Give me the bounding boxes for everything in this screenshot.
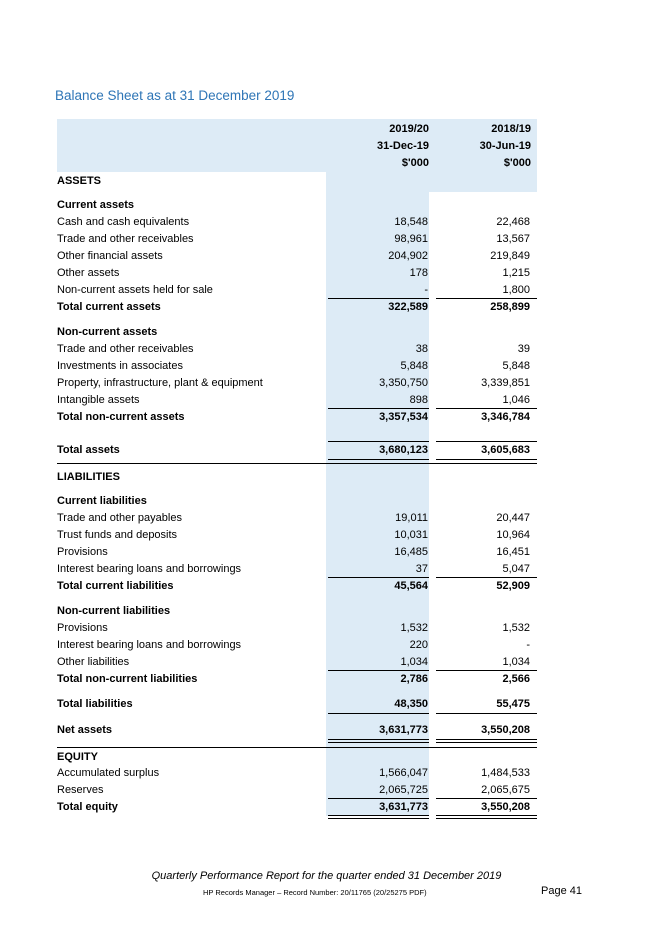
table-row — [57, 248, 537, 264]
row-label: Reserves — [57, 784, 104, 796]
table-row — [57, 341, 537, 357]
total-equity-double-rule-2-col2 — [436, 818, 537, 819]
table-row — [57, 637, 537, 653]
table-row — [57, 654, 537, 670]
row-value-col1: 220 — [409, 639, 428, 651]
row-value-col1: 3,350,750 — [379, 377, 428, 389]
section-label: ASSETS — [57, 175, 102, 187]
header-shading — [57, 119, 537, 172]
report-footer: Quarterly Performance Report for the quarter ended 31 December 2019 — [151, 870, 502, 882]
row-value-col1: 98,961 — [394, 233, 428, 245]
row-value-col1: 19,011 — [395, 512, 428, 524]
row-value-col1: 16,485 — [394, 546, 428, 558]
row-value-col2: 39 — [517, 343, 530, 355]
section-divider — [57, 747, 537, 748]
heading-label: Current liabilities — [57, 495, 147, 507]
row-value-col1: 10,031 — [394, 529, 428, 541]
row-value-col2: 1,215 — [502, 267, 530, 279]
row-label: Property, infrastructure, plant & equipment — [57, 377, 263, 389]
section-label: LIABILITIES — [57, 471, 120, 483]
row-value-col1: 1,532 — [400, 622, 428, 634]
total-row — [57, 578, 537, 594]
row-label: Net assets — [57, 724, 113, 736]
row-value-col1: 38 — [415, 343, 428, 355]
row-value-col2: - — [526, 639, 530, 651]
net-assets-row — [57, 722, 537, 738]
row-value-col2: 55,475 — [496, 698, 530, 710]
heading-label: Non-current liabilities — [57, 605, 171, 617]
row-label: Total liabilities — [57, 698, 133, 710]
row-label: Interest bearing loans and borrowings — [57, 639, 242, 651]
table-row — [57, 392, 537, 408]
row-value-col2: 5,848 — [502, 360, 530, 372]
record-number: HP Records Manager – Record Number: 20/11765 (20/25275 PDF) — [203, 888, 427, 897]
row-value-col2: 5,047 — [502, 563, 530, 575]
net-assets-double-rule-2-col2 — [436, 742, 537, 743]
row-value-col1: 2,786 — [400, 673, 428, 685]
total-row — [57, 409, 537, 425]
total-assets-row — [57, 442, 537, 458]
heading-label: Current assets — [57, 199, 135, 211]
row-value-col2: 13,567 — [496, 233, 530, 245]
row-value-col2: 1,484,533 — [481, 767, 530, 779]
current-liabilities-heading — [57, 493, 537, 509]
row-value-col2: 2,065,675 — [481, 784, 530, 796]
row-value-col1: 3,357,534 — [379, 411, 428, 423]
row-label: Total equity — [57, 801, 118, 813]
row-value-col1: 2,065,725 — [379, 784, 428, 796]
row-value-col2: 1,800 — [502, 284, 530, 296]
row-value-col2: 3,339,851 — [481, 377, 530, 389]
net-assets-double-rule-col1 — [328, 739, 429, 740]
table-row — [57, 765, 537, 781]
page-number: Page 41 — [541, 885, 582, 897]
net-assets-double-rule-col2 — [436, 739, 537, 740]
total-assets-double-rule-col1 — [328, 459, 429, 460]
col2-year: 2018/19 — [491, 123, 531, 135]
row-label: Trade and other receivables — [57, 233, 194, 245]
table-row — [57, 214, 537, 230]
row-value-col2: 3,346,784 — [481, 411, 530, 423]
row-label: Trade and other receivables — [57, 343, 194, 355]
row-value-col1: 3,631,773 — [379, 724, 428, 736]
section-assets — [57, 173, 537, 189]
total-equity-row — [57, 799, 537, 815]
total-liabilities-rule-col1 — [328, 713, 429, 714]
row-value-col1: 898 — [409, 394, 428, 406]
table-row — [57, 544, 537, 560]
row-value-col1: 178 — [409, 267, 428, 279]
net-assets-double-rule-2-col1 — [328, 742, 429, 743]
row-value-col2: 20,447 — [496, 512, 530, 524]
table-row — [57, 375, 537, 391]
row-label: Provisions — [57, 622, 108, 634]
noncurrent-liabilities-heading — [57, 603, 537, 619]
row-value-col1: 1,034 — [400, 656, 428, 668]
current-assets-heading — [57, 197, 537, 213]
row-value-col1: 1,566,047 — [379, 767, 428, 779]
row-value-col1: 5,848 — [400, 360, 428, 372]
row-label: Non-current assets held for sale — [57, 284, 213, 296]
section-label: EQUITY — [57, 751, 98, 763]
table-row — [57, 231, 537, 247]
row-value-col2: 10,964 — [496, 529, 530, 541]
row-value-col1: 322,589 — [388, 301, 428, 313]
total-equity-double-rule-col2 — [436, 815, 537, 816]
row-value-col2: 219,849 — [490, 250, 530, 262]
row-value-col2: 52,909 — [496, 580, 530, 592]
row-label: Total non-current assets — [57, 411, 185, 423]
row-value-col1: 3,680,123 — [379, 444, 428, 456]
total-liabilities-rule-col2 — [436, 713, 537, 714]
row-value-col2: 3,605,683 — [481, 444, 530, 456]
row-label: Interest bearing loans and borrowings — [57, 563, 242, 575]
row-value-col2: 1,046 — [502, 394, 530, 406]
total-assets-double-rule-col2 — [436, 459, 537, 460]
row-label: Cash and cash equivalents — [57, 216, 190, 228]
page-title: Balance Sheet as at 31 December 2019 — [55, 88, 295, 103]
row-label: Trust funds and deposits — [57, 529, 178, 541]
noncurrent-assets-heading — [57, 324, 537, 340]
col1-date: 31-Dec-19 — [377, 140, 429, 152]
row-value-col2: 3,550,208 — [481, 724, 530, 736]
total-row — [57, 299, 537, 315]
row-label: Accumulated surplus — [57, 767, 160, 779]
table-row — [57, 358, 537, 374]
heading-label: Non-current assets — [57, 326, 158, 338]
row-label: Other financial assets — [57, 250, 163, 262]
total-equity-double-rule-col1 — [328, 815, 429, 816]
row-label: Intangible assets — [57, 394, 140, 406]
section-equity — [57, 749, 537, 765]
row-value-col1: 45,564 — [394, 580, 428, 592]
col1-year: 2019/20 — [389, 123, 429, 135]
row-label: Total non-current liabilities — [57, 673, 198, 685]
row-label: Trade and other payables — [57, 512, 182, 524]
table-row — [57, 282, 537, 298]
section-liabilities — [57, 469, 537, 485]
row-value-col1: 18,548 — [394, 216, 428, 228]
row-value-col2: 1,532 — [502, 622, 530, 634]
table-row — [57, 561, 537, 577]
col2-date: 30-Jun-19 — [479, 140, 531, 152]
row-label: Other assets — [57, 267, 120, 279]
row-value-col2: 258,899 — [490, 301, 530, 313]
row-value-col2: 2,566 — [502, 673, 530, 685]
row-label: Total assets — [57, 444, 120, 456]
row-label: Total current liabilities — [57, 580, 174, 592]
table-row — [57, 527, 537, 543]
row-value-col2: 1,034 — [502, 656, 530, 668]
row-label: Investments in associates — [57, 360, 183, 372]
row-label: Provisions — [57, 546, 108, 558]
row-label: Total current assets — [57, 301, 161, 313]
row-value-col1: 37 — [415, 563, 428, 575]
total-row — [57, 671, 537, 687]
row-value-col1: 204,902 — [388, 250, 428, 262]
table-row — [57, 620, 537, 636]
table-row — [57, 510, 537, 526]
total-liabilities-row — [57, 696, 537, 712]
col2-unit: $'000 — [503, 157, 531, 169]
row-value-col2: 16,451 — [496, 546, 530, 558]
col1-unit: $'000 — [401, 157, 429, 169]
row-value-col1: 3,631,773 — [379, 801, 428, 813]
section-divider — [57, 463, 537, 464]
row-value-col1: 48,350 — [394, 698, 428, 710]
row-value-col1: - — [424, 284, 428, 296]
table-row — [57, 782, 537, 798]
total-equity-double-rule-2-col1 — [328, 818, 429, 819]
row-value-col2: 3,550,208 — [481, 801, 530, 813]
table-row — [57, 265, 537, 281]
row-value-col2: 22,468 — [496, 216, 530, 228]
row-label: Other liabilities — [57, 656, 130, 668]
